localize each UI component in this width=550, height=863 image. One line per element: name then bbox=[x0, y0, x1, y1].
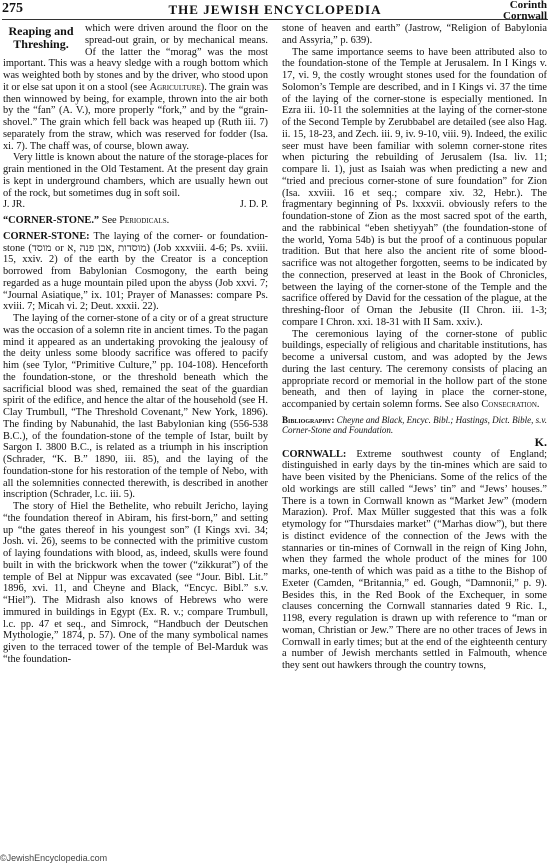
crossref-heading: “CORNER-STONE.” bbox=[3, 215, 100, 226]
signature-left: J. JR. bbox=[3, 199, 25, 211]
bibliography-label: Bibliography: bbox=[282, 414, 335, 425]
corner-stone-paragraph-2: The laying of the corner-stone of a city or of a great structure was the occasion of a solemn rite in ancient times. To the pagan mind it appeared as an undertaking provoking the jealousy of the deity unless some bloody sacrifice was offered to pacify him (see Tylor, “Primitive Culture,” pp. 104-108). Henceforth the foundation-stone, or the threshold beneath which the sacrificial blood was shed, remained the seat of the guardian spirit of the edifice, and hence the altar of the household (see H. Clay Trumbull, “The Threshold Covenant,” New York, 1896). The finding by Nabunahid, the last Babylonian king (556-538 B.C.), of the foundation-stone of the temple of Istar, built by Sargon I. 3800 B.C., is related as a triumph in his inscription (Schrader, “K. B.” 1890, iii. 85), and the laying of the foundation-stone for his restoration of the temple of Nebo, with all the solemnities connected therewith, is described in another inscription (Schrader, l.c. iii. 5). bbox=[3, 313, 268, 501]
entry-heading-cornwall: CORNWALL: bbox=[282, 448, 347, 460]
threshing-text: which were driven around the floor on the spread-out grain, or by mechanical means. Of the latter the “morag” was the most important. This was a heavy sledge with a rough bottom which was weighted both by stones and by the driver, who stood upon it or else sat upon it on a stool (see bbox=[3, 23, 268, 93]
signature-row bbox=[3, 199, 268, 211]
threshing-paragraph bbox=[3, 23, 268, 152]
corner-stone-paragraph-6: The ceremonious laying of the corner-stone of public buildings, especially of religious and charitable institutions, has become a universal custom, and was adopted by the Jews during the last century. The ceremony consists of placing an appropriate record or memorial in the hollow part of the stone beneath, and then of laying in place the corner-stone, accompanied by certain solemn forms. See also Consecration. bbox=[282, 328, 547, 410]
guide-word-bottom: Cornwall bbox=[503, 10, 547, 22]
corner-stone-text-1: The laying of the corner- or foundation-stone (מוסד or מוסדות ,אבן פנה ,א) (Job xxxviii. 4-6; Ps. xviii. 15, xxiv. 2) of the earth by the Creator is a conception borrowed from Babylonian Cosmogony, the earth being regarded as a huge mountain piled upon the abyss (Job xxvi. 7; “Journal Asiatique,” ix. 101; Prayer of Manasses: compare Ps. xviii. 7; Micah vi. 2; Deut. xxxii. 22). bbox=[3, 230, 268, 313]
header-rule bbox=[2, 19, 548, 20]
page-number: 275 bbox=[2, 1, 23, 16]
running-title: THE JEWISH ENCYCLOPEDIA bbox=[168, 2, 382, 17]
corner-stone-paragraph-4: stone of heaven and earth” (Jastrow, “Religion of Babylonia and Assyria,” p. 639). bbox=[282, 23, 547, 46]
author-signoff: K. bbox=[534, 434, 547, 449]
bibliography-text: Cheyne and Black, Encyc. Bibl.; Hastings, Dict. Bible, s.v. Corner-Stone and Foundation. bbox=[282, 414, 547, 436]
corner-stone-paragraph-3: The story of Hiel the Bethelite, who rebuilt Jericho, laying “the foundation thereof in Abiram, his first-born,” and setting up “the gates thereof in his youngest son” (I Kings xvi. 34; Josh. vi. 26), seems to be connected with the primitive custom of laying foundations with blood, as, indeed, skulls were found built in with the brickwork when the tower (“zikkurat”) of the temple of Bel at Nippur was excavated (see “Jour. Bibl. Lit.” 1896, xvi. 11, and Cheyne and Black, “Encyc. Bibl.” s.v. “Hiel”). The Midrash also knows of Hebrews who were immured in buildings in Egypt (Ex. R. v.; compare Trumbull, l.c. pp. 47 et seq., and Simrock, “Handbuch der Deutschen Mythologie,” 1874, p. 57). One of the many symbolical names given to the terraced tower of the temple of Bel-Marduk was “the foundation- bbox=[3, 501, 268, 665]
cornwall-paragraph bbox=[282, 449, 547, 672]
threshing-text-end: ). The grain was then winnowed by being, for example, thrown into the air both by the “fan” (A. V.), more properly “fork,” and by the “grain-shovel.” The grain which fell back was heaped up (Ruth iii. 7) separately from the straw, which was reserved for fodder (Isa. xi. 7). The chaff was, of course, blown away. bbox=[3, 81, 268, 152]
crossref-see: See bbox=[101, 215, 117, 226]
storage-paragraph: Very little is known about the nature of the storage-places for grain mentioned in the Old Testament. At the present day grain is kept in underground chambers, which are usually hewn out of the rock, but sometimes dug in soft soil. bbox=[3, 152, 268, 199]
bibliography bbox=[282, 415, 547, 436]
footer-watermark[interactable]: ©JewishEncyclopedia.com bbox=[0, 853, 108, 863]
entry-heading-corner-stone: CORNER-STONE: bbox=[3, 230, 90, 242]
periodicals-link[interactable]: Periodicals bbox=[119, 215, 167, 226]
agriculture-link[interactable]: Agriculture bbox=[149, 81, 201, 93]
right-column bbox=[282, 23, 547, 672]
guide-word-top: Corinth bbox=[509, 0, 547, 11]
page-header bbox=[0, 0, 550, 22]
corner-stone-crossref: “CORNER-STONE.” See Periodicals. bbox=[3, 215, 170, 226]
consecration-link[interactable]: Consecration bbox=[481, 399, 537, 410]
left-column bbox=[3, 23, 268, 666]
cornwall-text: Extreme southwest county of England; distinguished in early days by the tin-mines which are said to have been visited by the Phenicians. Some of the relics of the old workings are still called “Jews’ tin” and “Jews’ houses.” There is a town in Cornwall known as “Market Jew” (modern Marazion). Prof. Max Müller suggested that this was a folk etymology for “Thursdaies market” (“Marhas diow”), but there is distinct evidence of the connection of the Jews with the stannaries or tin-mines of Cornwall in the reign of King John, when they farmed the whole product of the mines for 100 marks, one-tenth of which was paid as a tithe to the Bishop of Exeter (Camden, “Britannia,” ed. Gough, “Damnonii,” p. 9). Besides this, in the Red Book of the Exchequer, in some clauses concerning the Cornwall stannaries dated 9 Ric. I., 1198, every regulation is drawn up with reference to “man or woman, Christian or Jew.” There are no other traces of Jews in Cornwall in early times; but at the end of the eighteenth century a number of Jewish merchants settled in Falmouth, whence they sent out hawkers through the country towns, bbox=[282, 448, 547, 671]
corner-stone-paragraph-1 bbox=[3, 231, 268, 313]
corner-stone-paragraph-5: The same importance seems to have been attributed also to the foundation-stone of the Temple at Jerusalem. In I Kings v. 17, vi. 9, the costly wrought stones used for the foundation of Solomon’s Temple are described, and in I Kings vi. 37 the time of the laying of the corner-stone is especially mentioned. In Ezra iii. 10-11 the solemnities at the laying of the corner-stone of the Second Temple by Zerubbabel are detailed (see also Hag. ii. 15, 18-23, and Zech. iii. 9, iv. 9-10, viii. 9). Indeed, the exilic seer must have been familiar with solemn corner-stone rites when picturing the rebuilding of Jerusalem (Isa. liv. 11; compare li. 1), just as Isaiah was when predicting a new and “tried and precious corner-stone of sure foundation” for Zion (Isa. xxviii. 16 et seq.; compare xiv. 32, Hebr.). The fragmentary beginning of Ps. lxxxvii. obviously refers to the foundation-stone of Zion as the most sacred spot of the earth, and the rabbinical “eben shetiyyah” (the foundation-stone of the world, Yoma 54b) is but the proof of a continuous popular tradition. But that here also the ancient rite of some blood-sacrifice was not altogether forgotten, seems to be indicated by the connection, preserved at least in the Book of Chronicles, between the laying of the corner-stone of the Temple and the sacrifice offered by David for the cessation of the plague, at the threshing-floor of Ornan the Jebusite (II Chron. iii. 1-3; compare I Chron. xxi. 18-31 with II Sam. xxiv.). bbox=[282, 46, 547, 328]
signature-right: J. D. P. bbox=[239, 199, 268, 211]
corner-stone-text-6: The ceremonious laying of the corner-stone of public buildings, especially of religious and charitable institutions, has become a universal custom, and was adopted by the Jews during the last century. The ceremony consists of placing an appropriate record or memorial in the hollow part of the stone beneath, and then of laying in place the corner-stone, accompanied by certain solemn forms. See also bbox=[282, 328, 547, 410]
margin-sidenote: Reaping and Threshing. bbox=[8, 24, 74, 51]
